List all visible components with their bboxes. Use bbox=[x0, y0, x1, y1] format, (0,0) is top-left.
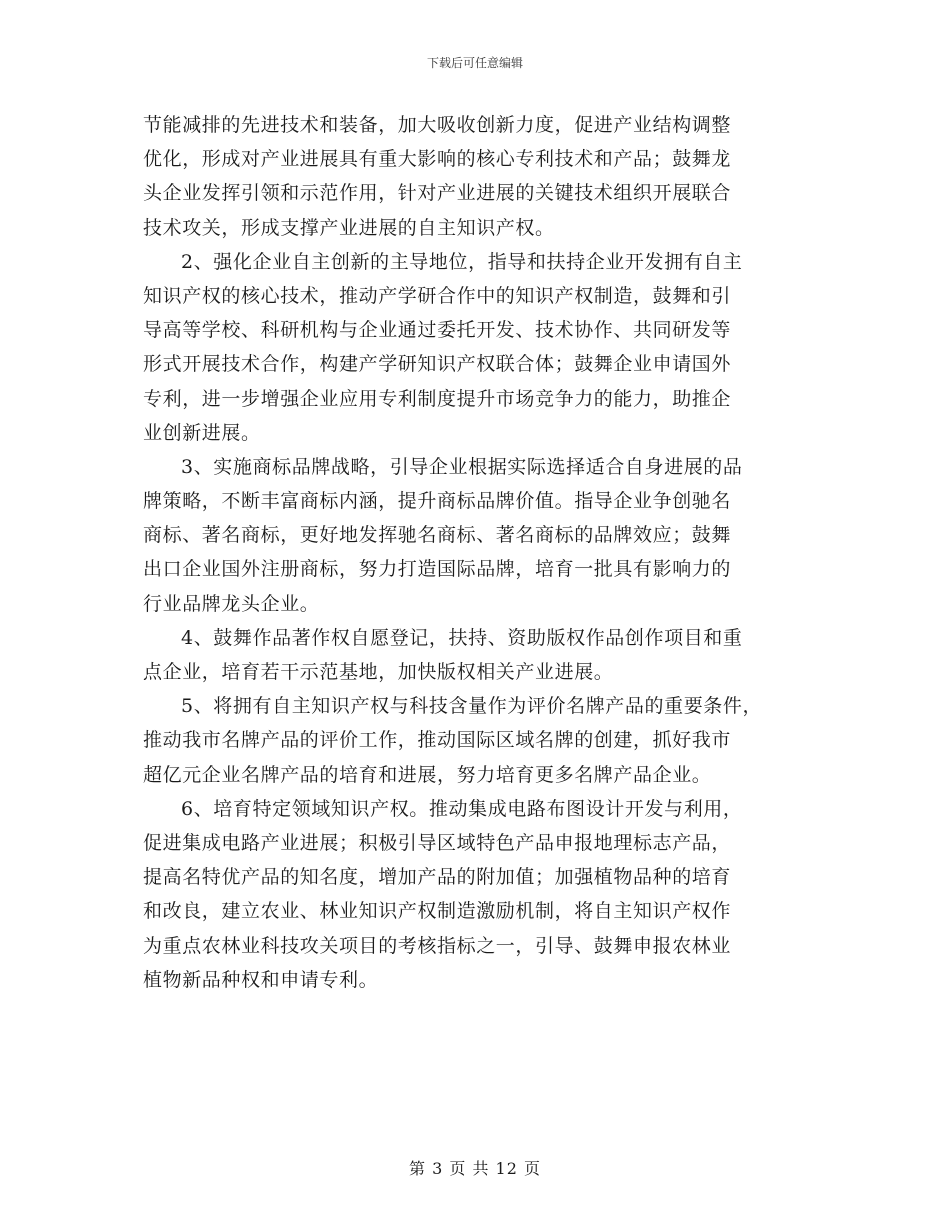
paragraph bbox=[143, 245, 813, 450]
paragraph bbox=[143, 108, 813, 245]
paragraph bbox=[143, 689, 813, 792]
text-line: 导高等学校、科研机构与企业通过委托开发、技术协作、共同研发等 bbox=[143, 319, 732, 342]
text-line: 为重点农林业科技攻关项目的考核指标之一，引导、鼓舞申报农林业 bbox=[143, 934, 732, 957]
text-line: 技术攻关，形成支撑产业进展的自主知识产权。 bbox=[143, 216, 555, 239]
text-line: 知识产权的核心技术，推动产学研合作中的知识产权制造，鼓舞和引 bbox=[143, 284, 732, 307]
text-line: 6、培育特定领域知识产权。推动集成电路布图设计开发与利用， bbox=[181, 797, 743, 820]
text-line: 出口企业国外注册商标，努力打造国际品牌，培育一批具有影响力的 bbox=[143, 558, 732, 581]
text-line: 提高名特优产品的知名度，增加产品的附加值；加强植物品种的培育 bbox=[143, 866, 732, 889]
text-line: 牌策略，不断丰富商标内涵，提升商标品牌价值。指导企业争创驰名 bbox=[143, 490, 732, 513]
text-line: 和改良，建立农业、林业知识产权制造激励机制，将自主知识产权作 bbox=[143, 900, 732, 923]
paragraph bbox=[143, 792, 813, 997]
text-line: 4、鼓舞作品著作权自愿登记，扶持、资助版权作品创作项目和重 bbox=[181, 626, 743, 649]
text-line: 促进集成电路产业进展；积极引导区域特色产品申报地理标志产品， bbox=[143, 831, 732, 854]
text-line: 3、实施商标品牌战略，引导企业根据实际选择适合自身进展的品 bbox=[181, 455, 743, 478]
page-number-footer: 第 3 页 共 12 页 bbox=[409, 1159, 541, 1178]
text-line: 点企业，培育若干示范基地，加快版权相关产业进展。 bbox=[143, 661, 614, 683]
paragraph bbox=[143, 621, 813, 689]
text-line: 推动我市名牌产品的评价工作，推动国际区域名牌的创建，抓好我市 bbox=[143, 729, 732, 752]
text-line: 形式开展技术合作，构建产学研知识产权联合体；鼓舞企业申请国外 bbox=[143, 353, 732, 376]
text-line: 5、将拥有自主知识产权与科技含量作为评价名牌产品的重要条件， bbox=[181, 695, 763, 718]
text-line: 节能减排的先进技术和装备，加大吸收创新力度，促进产业结构调整 bbox=[143, 114, 732, 136]
text-line: 优化，形成对产业进展具有重大影响的核心专利技术和产品；鼓舞龙 bbox=[143, 148, 732, 171]
text-line: 业创新进展。 bbox=[143, 421, 261, 444]
text-line: 专利，进一步增强企业应用专利制度提升市场竞争力的能力，助推企 bbox=[143, 387, 732, 410]
text-line: 超亿元企业名牌产品的培育和进展，努力培育更多名牌产品企业。 bbox=[143, 763, 712, 786]
page-header: 下载后可任意编辑 bbox=[426, 56, 523, 70]
text-line: 植物新品种权和申请专利。 bbox=[143, 968, 379, 991]
text-line: 头企业发挥引领和示范作用，针对产业进展的关键技术组织开展联合 bbox=[143, 182, 732, 205]
document-body bbox=[143, 108, 813, 997]
text-line: 商标、著名商标，更好地发挥驰名商标、著名商标的品牌效应；鼓舞 bbox=[143, 524, 732, 547]
text-line: 2、强化企业自主创新的主导地位，指导和扶持企业开发拥有自主 bbox=[181, 250, 743, 273]
paragraph bbox=[143, 450, 813, 621]
text-line: 行业品牌龙头企业。 bbox=[143, 592, 320, 615]
